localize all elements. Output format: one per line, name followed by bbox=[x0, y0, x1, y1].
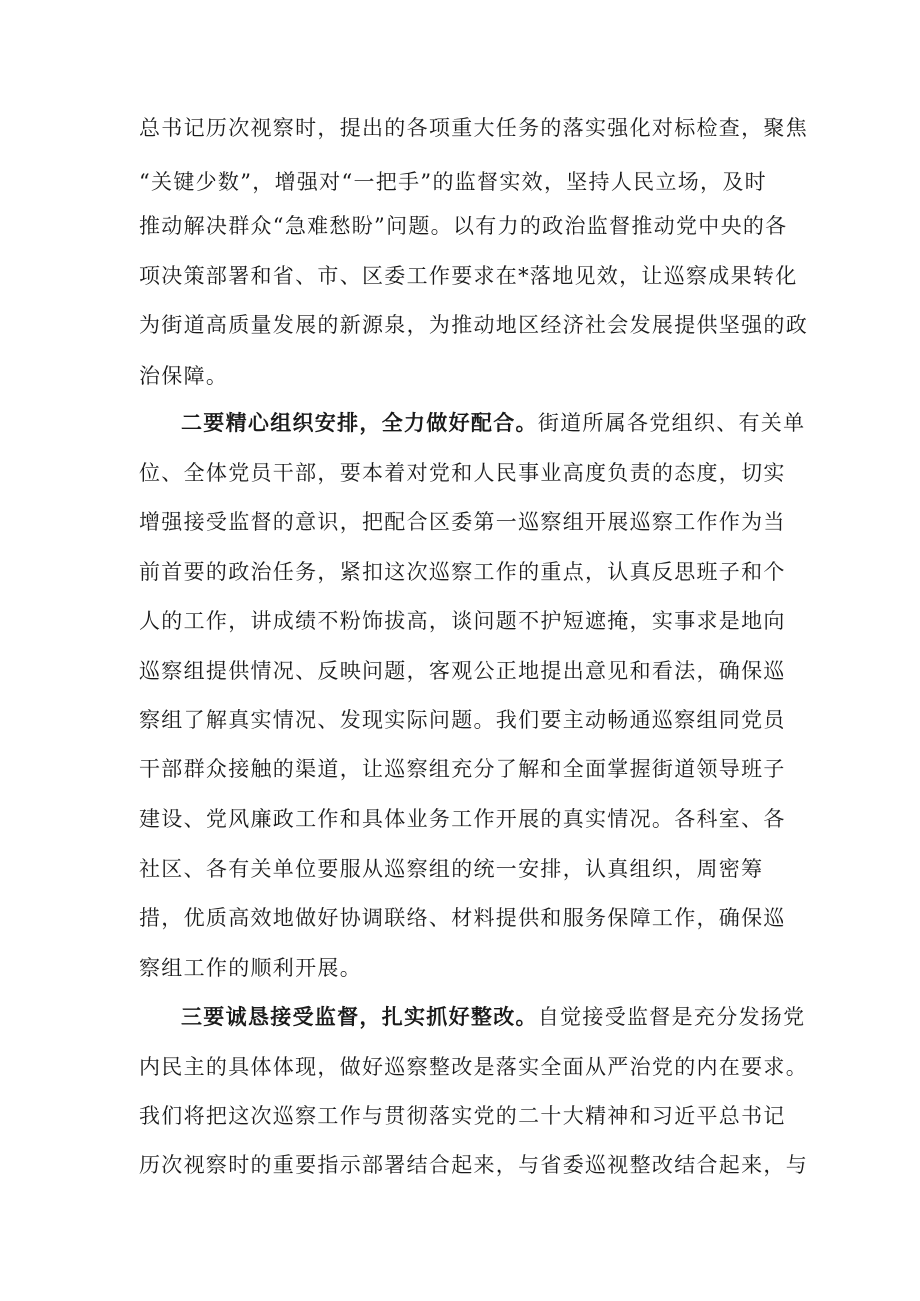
paragraph-2-line-1 bbox=[181, 409, 841, 437]
paragraph-2-line-6: 巡察组提供情况、反映问题，客观公正地提出意见和看法，确保巡 bbox=[139, 659, 786, 683]
paragraph-1-line-6: 治保障。 bbox=[139, 364, 229, 388]
paragraph-2-line-11: 措，优质高效地做好协调联络、材料提供和服务保障工作，确保巡 bbox=[139, 906, 786, 930]
paragraph-1-line-2: “关键少数”，增强对“一把手”的监督实效，坚持人民立场，及时 bbox=[139, 170, 767, 194]
paragraph-2-line-7: 察组了解真实情况、发现实际问题。我们要主动畅通巡察组同党员 bbox=[139, 708, 786, 732]
paragraph-2-line-12: 察组工作的顺利开展。 bbox=[139, 956, 362, 980]
paragraph-3-heading: 三要诚恳接受监督，扎实抓好整改。 bbox=[181, 1004, 538, 1029]
paragraph-2-lead: 街道所属各党组织、有关单 bbox=[537, 411, 806, 435]
paragraph-2-heading: 二要精心组织安排，全力做好配合。 bbox=[181, 410, 538, 435]
paragraph-2-line-2: 位、全体党员干部，要本着对党和人民事业高度负责的态度，切实 bbox=[139, 461, 786, 485]
paragraph-3-line-4: 历次视察时的重要指示部署结合起来，与省委巡视整改结合起来，与 bbox=[139, 1153, 808, 1177]
paragraph-3-line-3: 我们将把这次巡察工作与贯彻落实党的二十大精神和习近平总书记 bbox=[139, 1104, 786, 1128]
paragraph-2-line-3: 增强接受监督的意识，把配合区委第一巡察组开展巡察工作作为当 bbox=[139, 510, 786, 534]
paragraph-1-line-3: 推动解决群众“急难愁盼”问题。以有力的政治监督推动党中央的各 bbox=[139, 214, 788, 238]
paragraph-2-line-8: 干部群众接触的渠道，让巡察组充分了解和全面掌握街道领导班子 bbox=[139, 757, 786, 781]
paragraph-3-line-2: 内民主的具体体现，做好巡察整改是落实全面从严治党的内在要求。 bbox=[139, 1055, 808, 1079]
paragraph-2-line-9: 建设、党风廉政工作和具体业务工作开展的真实情况。各科室、各 bbox=[139, 807, 786, 831]
paragraph-1-line-5: 为街道高质量发展的新源泉，为推动地区经济社会发展提供坚强的政 bbox=[139, 313, 808, 337]
paragraph-1-line-1: 总书记历次视察时，提出的各项重大任务的落实强化对标检查，聚焦 bbox=[139, 116, 808, 140]
paragraph-2-line-5: 人的工作，讲成绩不粉饰拔高，谈问题不护短遮掩，实事求是地向 bbox=[139, 609, 786, 633]
paragraph-3-lead: 自觉接受监督是充分发扬党 bbox=[537, 1005, 806, 1029]
paragraph-1-line-4: 项决策部署和省、市、区委工作要求在*落地见效，让巡察成果转化 bbox=[139, 264, 798, 288]
paragraph-2-line-10: 社区、各有关单位要服从巡察组的统一安排，认真组织，周密筹 bbox=[139, 857, 764, 881]
paragraph-3-line-1 bbox=[181, 1003, 841, 1031]
paragraph-2-line-4: 前首要的政治任务，紧扣这次巡察工作的重点，认真反思班子和个 bbox=[139, 560, 786, 584]
